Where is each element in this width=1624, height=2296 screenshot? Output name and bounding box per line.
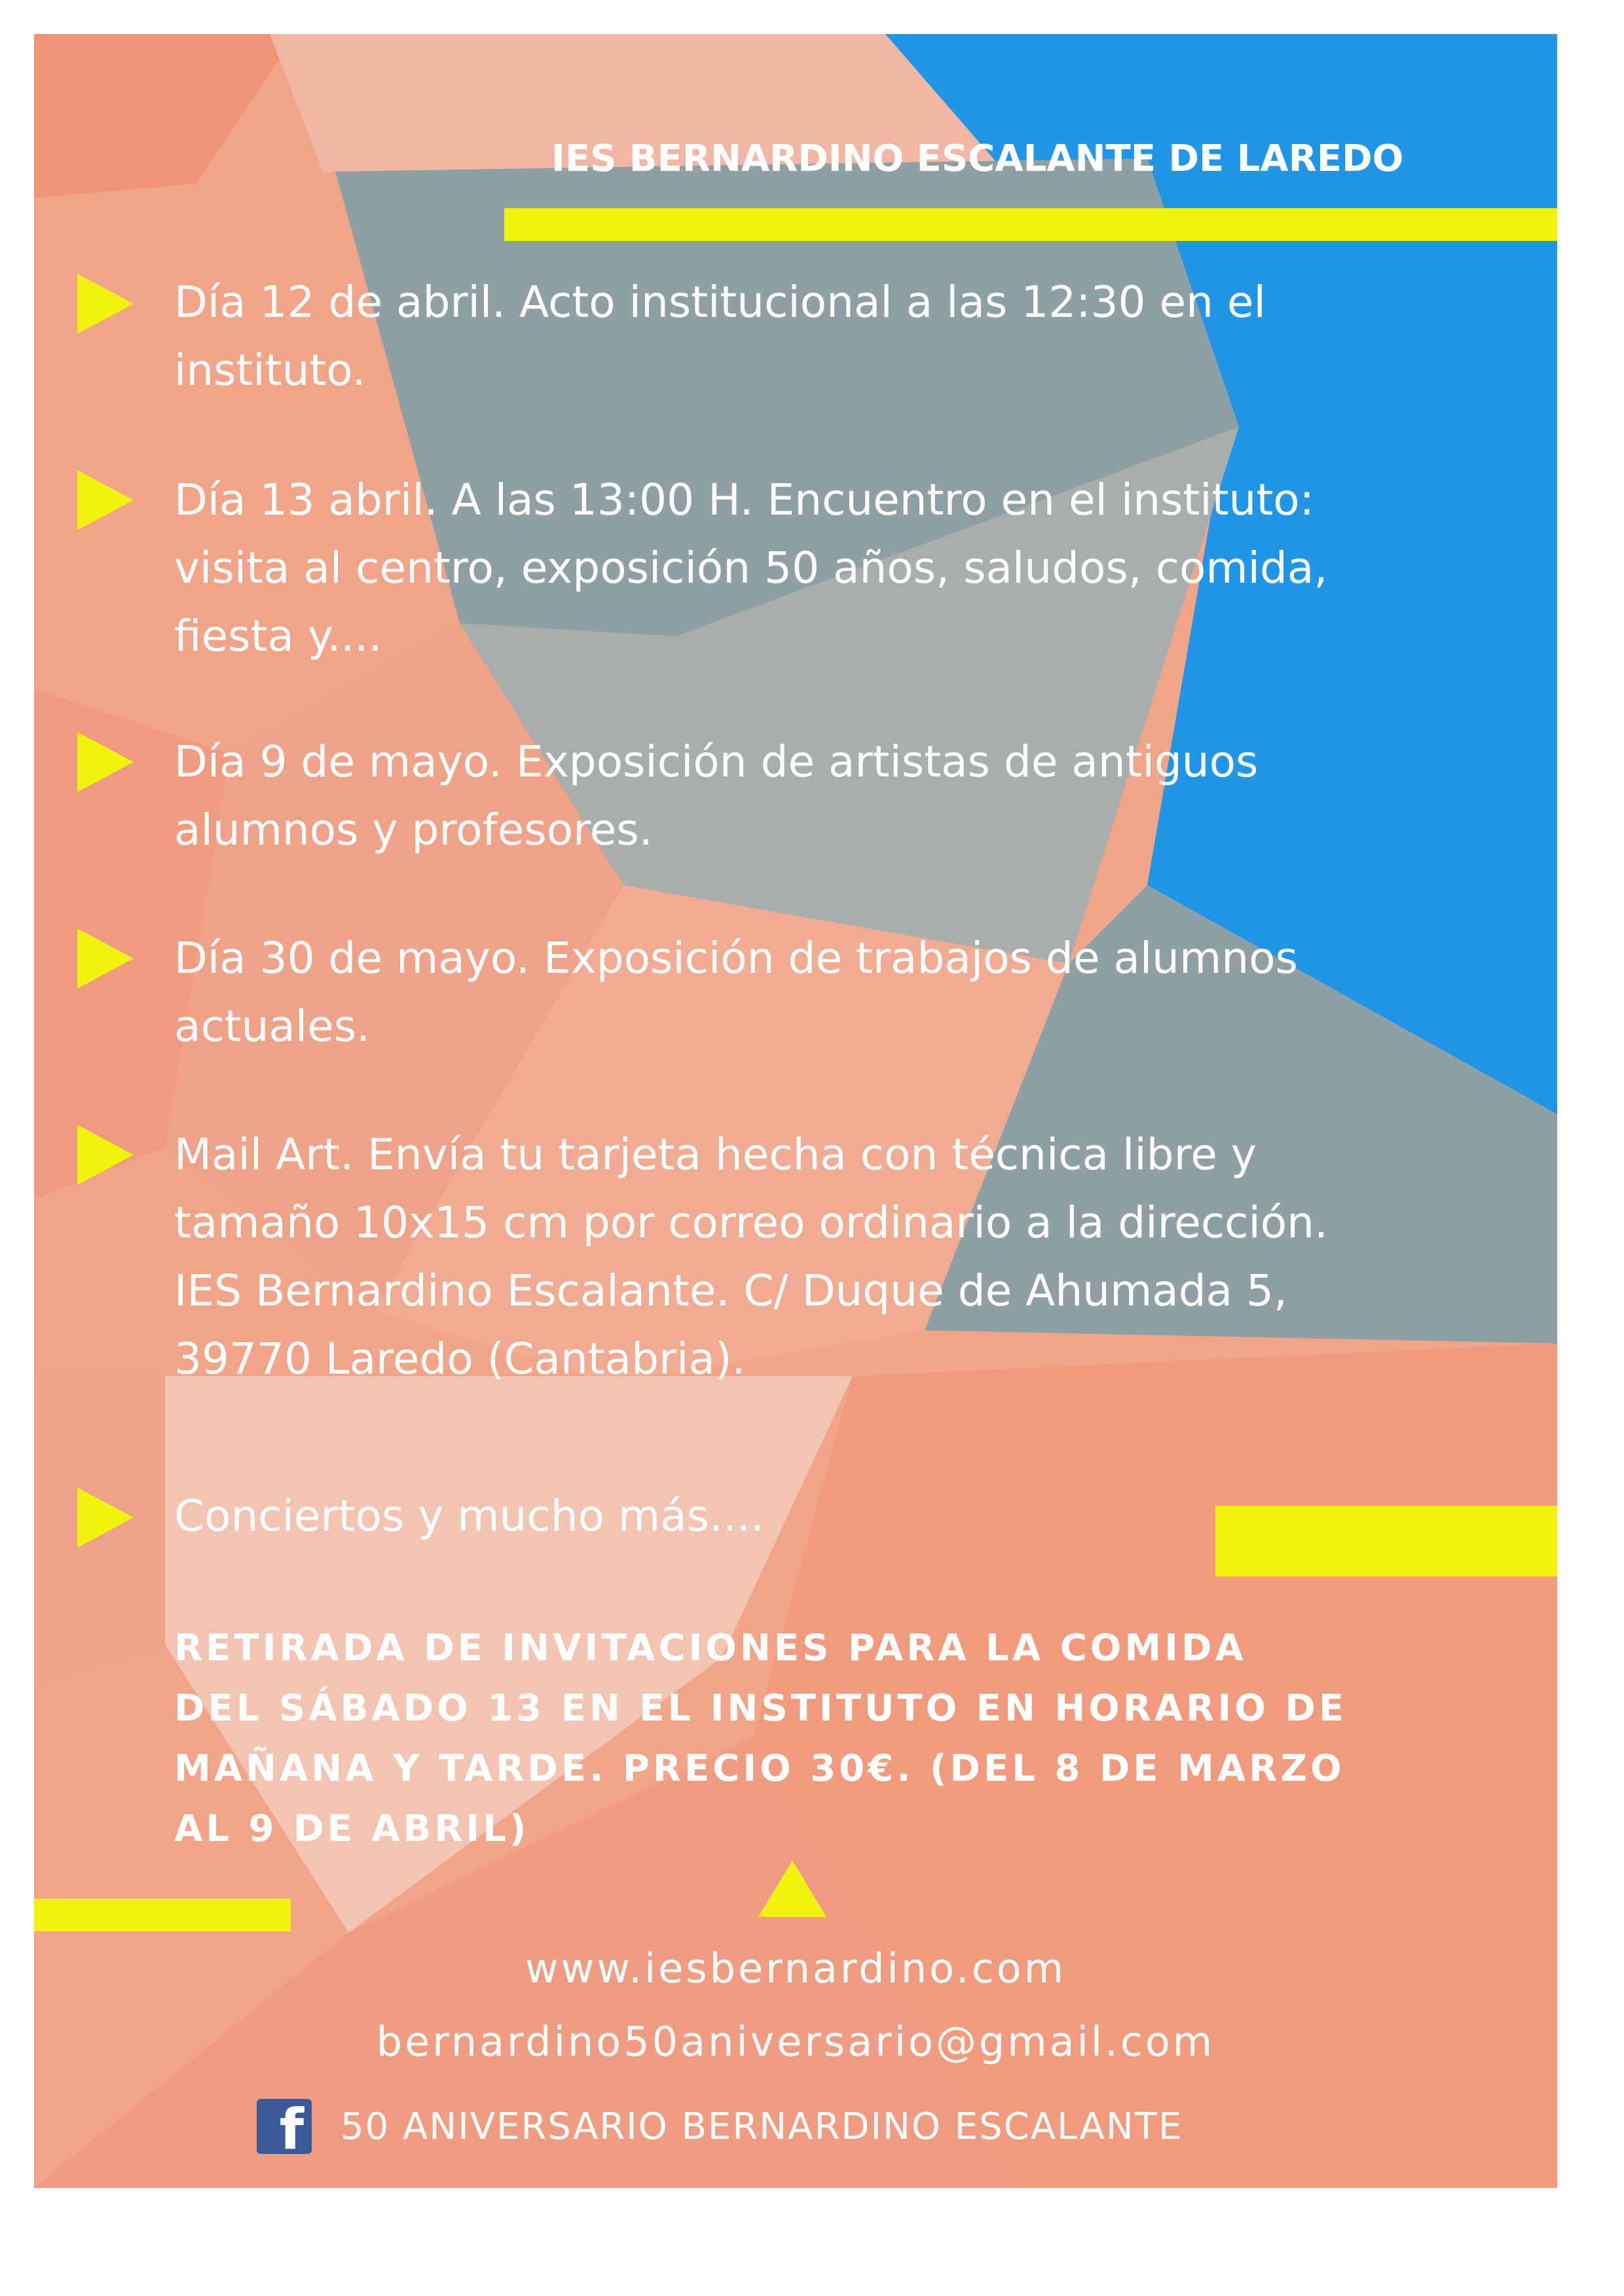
triangle-up-icon bbox=[758, 1861, 826, 1917]
bullet-arrow-icon bbox=[77, 928, 134, 989]
event-text: Conciertos y mucho más.... bbox=[174, 1491, 764, 1541]
facebook-label: 50 ANIVERSARIO BERNARDINO ESCALANTE bbox=[341, 2105, 1183, 2148]
website-link[interactable]: www.iesbernardino.com bbox=[525, 1944, 1067, 1992]
bullet-arrow-icon bbox=[77, 1487, 134, 1548]
bullet-arrow-icon bbox=[77, 470, 134, 530]
accent-bar-top bbox=[504, 208, 1557, 241]
facebook-icon[interactable] bbox=[257, 2097, 312, 2162]
accent-bar-left bbox=[34, 1899, 291, 1931]
event-text: Día 30 de mayo. Exposición de trabajos de alumnos actuales. bbox=[174, 933, 1298, 1051]
bullet-arrow-icon bbox=[77, 1125, 134, 1185]
event-text: Día 9 de mayo. Exposición de artistas de antiguos alumnos y profesores. bbox=[174, 737, 1259, 855]
facebook-letter: f bbox=[279, 2097, 304, 2162]
event-text: Día 13 abril. A las 13:00 H. Encuentro en el instituto: visita al centro, exposición 50 años, saludos, comida, fiesta y.... bbox=[174, 475, 1328, 661]
poster bbox=[34, 34, 1557, 2188]
bullet-arrow-icon bbox=[77, 732, 134, 792]
event-text: Día 12 de abril. Acto institucional a las 12:30 en el instituto. bbox=[174, 277, 1266, 395]
email-link[interactable]: bernardino50aniversario@gmail.com bbox=[376, 2018, 1215, 2066]
school-title: IES BERNARDINO ESCALANTE DE LAREDO bbox=[551, 137, 1404, 180]
bullet-arrow-icon bbox=[77, 274, 134, 334]
invitation-notice: RETIRADA DE INVITACIONES PARA LA COMIDA DEL SÁBADO 13 EN EL INSTITUTO EN HORARIO DE MAÑANA Y TARDE. PRECIO 30€. (DEL 8 DE MARZO AL 9 DE ABRIL) bbox=[174, 1627, 1348, 1850]
event-text: Mail Art. Envía tu tarjeta hecha con técnica libre y tamaño 10x15 cm por correo ordinario a la dirección. IES Bernardino Escalante. C/ Duque de Ahumada 5, 39770 Laredo (Cantabria). bbox=[174, 1129, 1328, 1384]
facebook-row[interactable] bbox=[257, 2097, 1183, 2162]
